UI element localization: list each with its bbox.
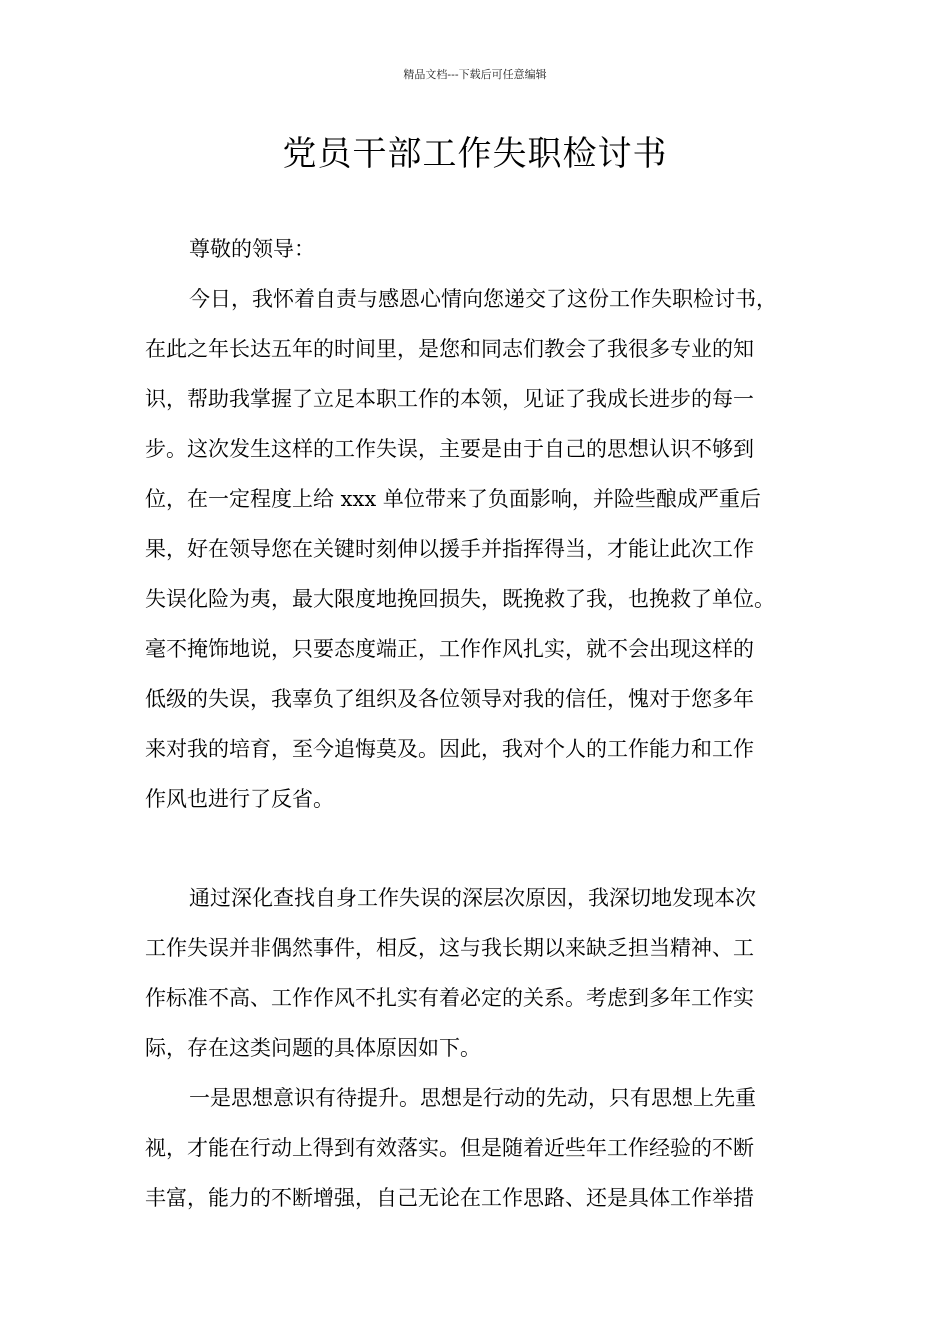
text-line: 低级的失误，我辜负了组织及各位领导对我的信任，愧对于您多年 bbox=[145, 687, 754, 711]
text-line: 来对我的培育，至今追悔莫及。因此，我对个人的工作能力和工作 bbox=[145, 737, 754, 761]
text-line: 际，存在这类问题的具体原因如下。 bbox=[145, 1036, 481, 1060]
text-line: 位，在一定程度上给 xxx 单位带来了负面影响，并险些酿成严重后 bbox=[145, 487, 761, 511]
paragraph-3 bbox=[145, 1073, 810, 1223]
text-line: 一是思想意识有待提升。思想是行动的先动，只有思想上先重 bbox=[189, 1086, 756, 1110]
text-line: 通过深化查找自身工作失误的深层次原因，我深切地发现本次 bbox=[189, 886, 756, 910]
text-line: 在此之年长达五年的时间里，是您和同志们教会了我很多专业的知 bbox=[145, 337, 754, 361]
text-line: 步。这次发生这样的工作失误，主要是由于自己的思想认识不够到 bbox=[145, 437, 754, 461]
text-line: 果，好在领导您在关键时刻伸以援手并指挥得当，才能让此次工作 bbox=[145, 537, 754, 561]
text-line: 作标准不高、工作作风不扎实有着必定的关系。考虑到多年工作实 bbox=[145, 986, 754, 1010]
text-line: 失误化险为夷，最大限度地挽回损失，既挽救了我，也挽救了单位。 bbox=[145, 587, 775, 611]
text-line: 识，帮助我掌握了立足本职工作的本领，见证了我成长进步的每一 bbox=[145, 387, 754, 411]
text-line: 视，才能在行动上得到有效落实。但是随着近些年工作经验的不断 bbox=[145, 1136, 754, 1160]
text-line: 毫不掩饰地说，只要态度端正，工作作风扎实，就不会出现这样的 bbox=[145, 637, 754, 661]
text-line: 工作失误并非偶然事件，相反，这与我长期以来缺乏担当精神、工 bbox=[145, 936, 754, 960]
salutation: 尊敬的领导： bbox=[189, 237, 315, 261]
text-line: 丰富，能力的不断增强，自己无论在工作思路、还是具体工作举措 bbox=[145, 1186, 754, 1210]
paragraph-1 bbox=[145, 274, 810, 824]
text-line: 作风也进行了反省。 bbox=[145, 787, 334, 811]
text-line: 今日，我怀着自责与感恩心情向您递交了这份工作失职检讨书， bbox=[189, 287, 777, 311]
paragraph-2 bbox=[145, 873, 810, 1073]
header-note: 精品文档---下载后可任意编辑 bbox=[403, 68, 547, 81]
document-title: 党员干部工作失职检讨书 bbox=[282, 134, 668, 174]
salutation-block bbox=[145, 224, 810, 274]
